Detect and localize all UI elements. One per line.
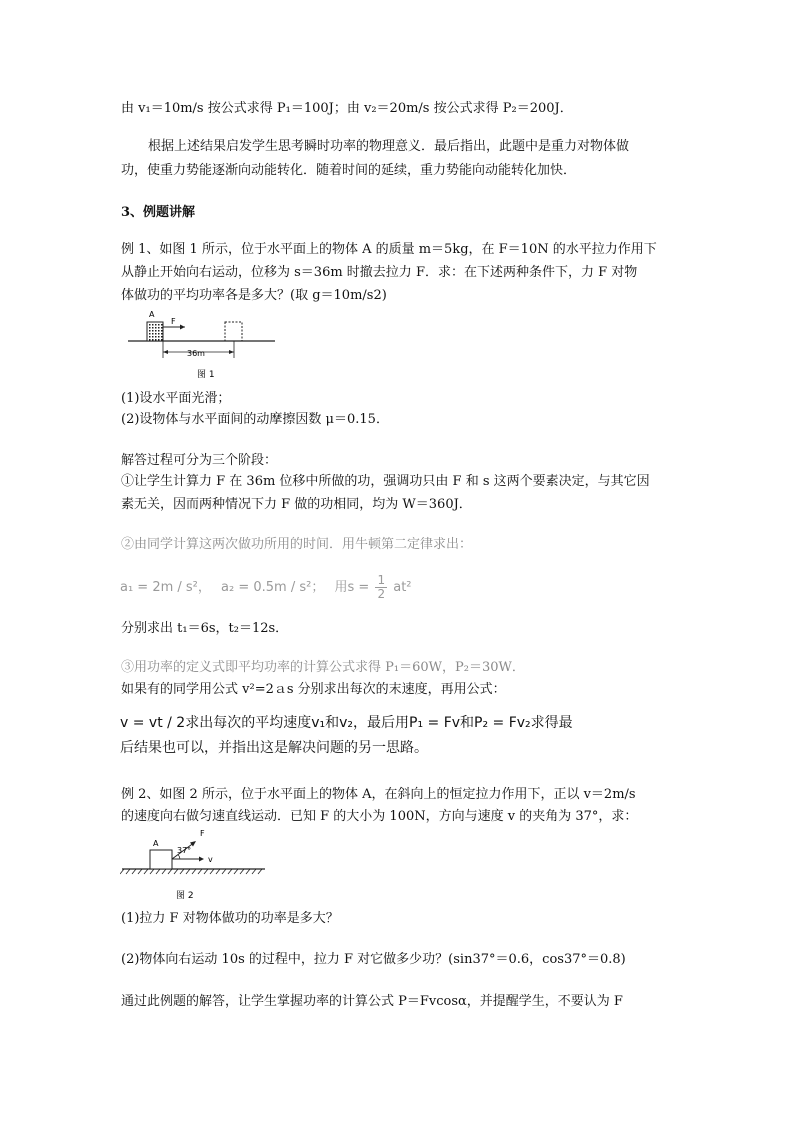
step3-line-b: 如果有的同学用公式 v²=2ａs 分别求出每次的末速度，再用公式：	[121, 682, 506, 697]
figure-1	[125, 306, 285, 386]
text-line-2: 根据上述结果启发学生思考瞬时功率的物理意义．最后指出，此题中是重力对物体做	[148, 139, 630, 154]
fig2-label-f: F	[200, 829, 205, 838]
step2-line: ②由同学计算这两次做功所用的时间．用牛顿第二定律求出：	[121, 537, 473, 552]
example1-line-b: 从静止开始向右运动，位移为 s＝36m 时撤去拉力 F．求：在下述两种条件下，力 F 对物	[121, 265, 638, 280]
question-3: (1)拉力 F 对物体做功的功率是多大？	[121, 911, 339, 926]
step1-line-b: 素无关，因而两种情况下力 F 做的功相同，均为 W＝360J．	[121, 497, 472, 512]
solution-intro: 解答过程可分为三个阶段：	[121, 453, 278, 468]
step3-line: ③用功率的定义式即平均功率的计算公式求得 P₁＝60W，P₂＝30W．	[121, 660, 525, 675]
fig2-label-v: v	[208, 855, 213, 864]
example1-line-a: 例 1、如图 1 所示，位于水平面上的物体 A 的质量 m＝5kg，在 F＝10N 的水平拉力作用下	[121, 242, 657, 257]
example2-line-a: 例 2、如图 2 所示，位于水平面上的物体 A，在斜向上的恒定拉力作用下，正以 v＝2m/s	[121, 787, 636, 802]
question-2: (2)设物体与水平面间的动摩擦因数 μ＝0.15．	[121, 412, 389, 427]
fig1-label-a: A	[149, 310, 155, 319]
figure-2	[120, 826, 270, 902]
formula-accelerations: a₁ = 2m / s²， a₂ = 0.5m / s²； 用s = $\frac{1}{2}$ at²	[120, 573, 412, 601]
time-results: 分别求出 t₁＝6s，t₂＝12s．	[121, 621, 289, 636]
fig2-caption: 图 2	[176, 891, 194, 901]
text-line-1: 由 v₁＝10m/s 按公式求得 P₁＝100J；由 v₂＝20m/s 按公式求得 P₂＝200J．	[121, 101, 573, 116]
question-1: (1)设水平面光滑；	[121, 391, 231, 406]
fig2-angle-label: 37°	[177, 846, 192, 855]
fig1-distance-label: 36m	[187, 349, 205, 358]
step1-line-a: ①让学生计算力 F 在 36m 位移中所做的功，强调功只由 F 和 s 这两个要素决定，与其它因	[121, 474, 650, 489]
formula-average-velocity: v = vt / 2求出每次的平均速度v₁和v₂，最后用P₁ = Fv和P₂ = Fv₂求得最	[120, 715, 573, 731]
example2-line-b: 的速度向右做匀速直线运动．已知 F 的大小为 100N，方向与速度 v 的夹角为 37°，求：	[121, 809, 638, 824]
text-line-3: 功，使重力势能逐渐向动能转化．随着时间的延续，重力势能向动能转化加快．	[121, 163, 577, 178]
example1-line-c: 体做功的平均功率各是多大？(取 g＝10m/s2)	[121, 288, 387, 303]
question-4: (2)物体向右运动 10s 的过程中，拉力 F 对它做多少功？(sin37°＝0.6，cos37°＝0.8)	[121, 952, 626, 967]
fig1-caption: 图 1	[197, 370, 215, 380]
fig1-label-f: F	[171, 317, 176, 326]
fig2-label-a: A	[153, 839, 159, 848]
closing-line: 通过此例题的解答，让学生掌握功率的计算公式 P＝Fvcosα，并提醒学生，不要认为 F	[121, 994, 623, 1009]
section-heading: 3、例题讲解	[121, 205, 196, 220]
formula-conclusion: 后结果也可以，并指出这是解决问题的另一思路。	[120, 740, 428, 756]
